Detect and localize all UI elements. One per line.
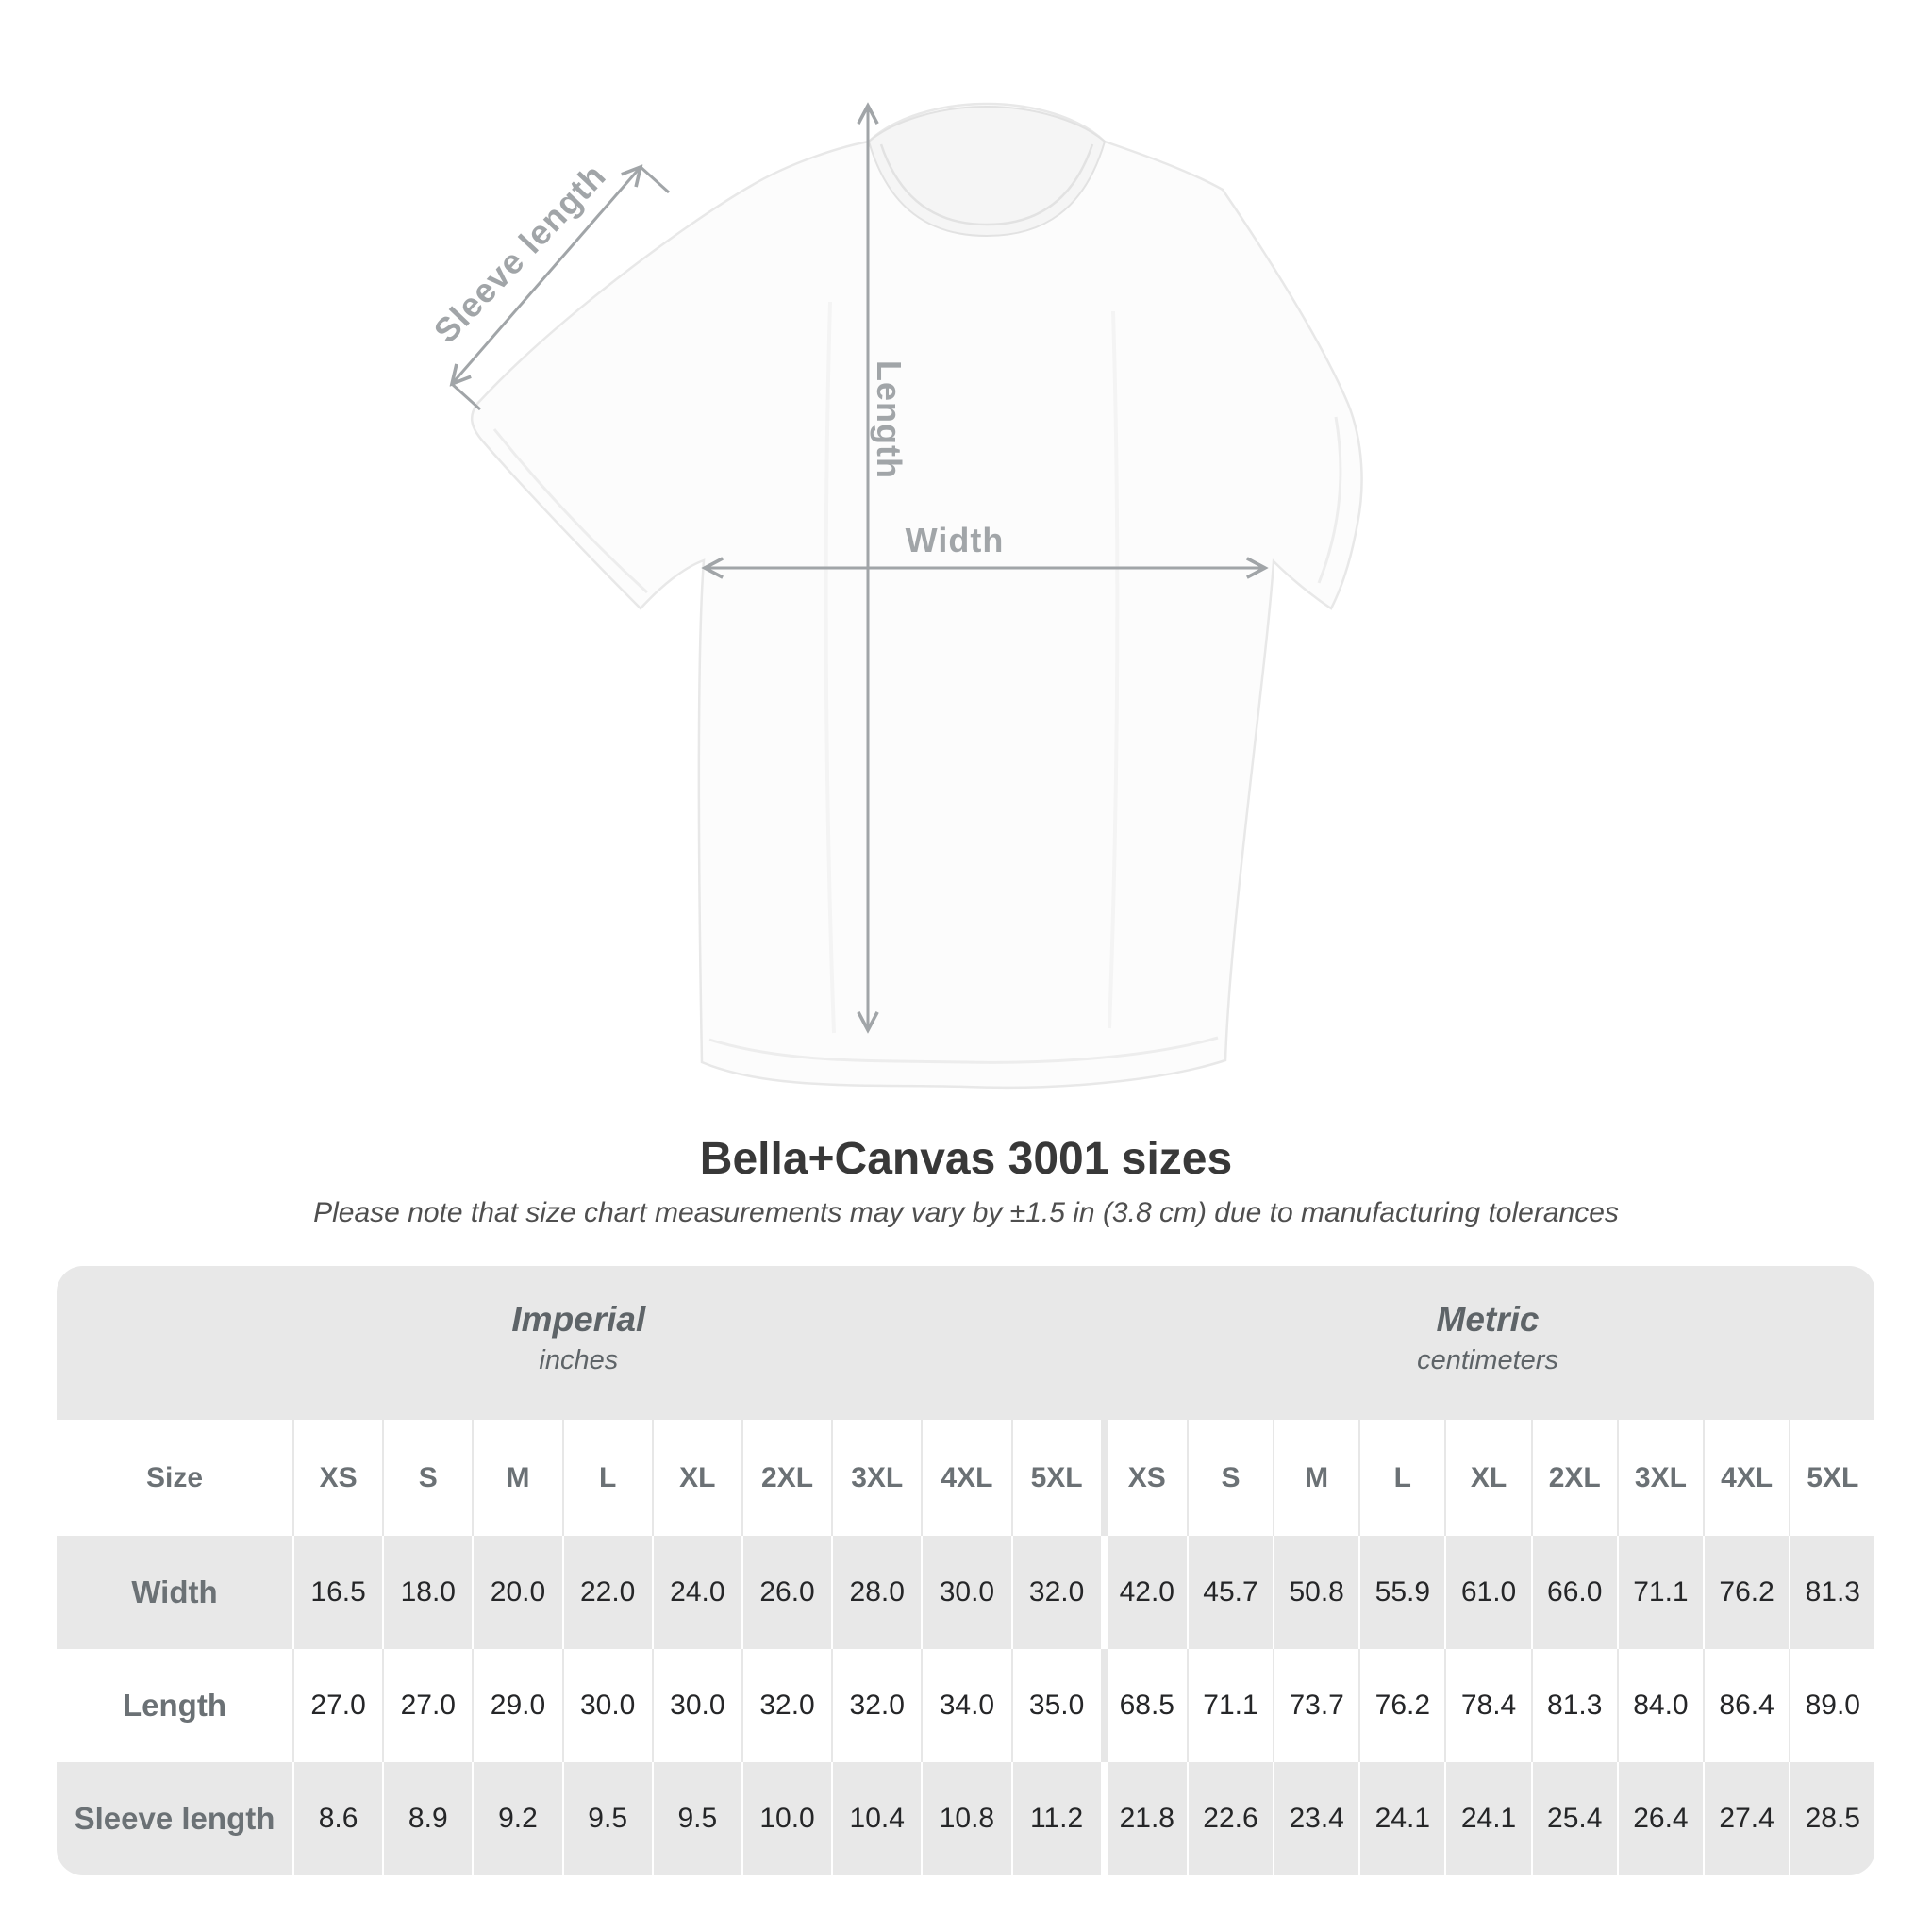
tolerance-note: Please note that size chart measurements may vary by ±1.5 in (3.8 cm) due to manufacturing tolerances — [313, 1197, 1619, 1228]
length-label: Length — [870, 360, 908, 479]
sleeve-imperial-m: 9.2 — [472, 1762, 561, 1875]
imperial-group-unit: inches — [539, 1345, 619, 1375]
tshirt-silhouette — [472, 104, 1361, 1088]
sleeve-imperial-3xl: 10.4 — [831, 1762, 921, 1875]
size-table — [57, 1266, 1875, 1875]
size-header-imperial-s: S — [382, 1420, 472, 1536]
width-metric-3xl: 71.1 — [1617, 1536, 1703, 1649]
size-header-imperial-4xl: 4XL — [921, 1420, 1010, 1536]
width-imperial-l: 22.0 — [562, 1536, 652, 1649]
sleeve-metric-4xl: 27.4 — [1703, 1762, 1789, 1875]
sleeve-metric-l: 24.1 — [1358, 1762, 1444, 1875]
width-metric-5xl: 81.3 — [1789, 1536, 1874, 1649]
length-metric-xs: 68.5 — [1101, 1649, 1187, 1762]
sleeve-metric-5xl: 28.5 — [1789, 1762, 1874, 1875]
width-imperial-2xl: 26.0 — [741, 1536, 831, 1649]
width-imperial-s: 18.0 — [382, 1536, 472, 1649]
size-header-imperial-xl: XL — [652, 1420, 741, 1536]
length-metric-l: 76.2 — [1358, 1649, 1444, 1762]
size-header-metric-2xl: 2XL — [1531, 1420, 1617, 1536]
tshirt-illustration — [472, 104, 1361, 1088]
length-metric-2xl: 81.3 — [1531, 1649, 1617, 1762]
size-header-metric-m: M — [1273, 1420, 1358, 1536]
size-header-metric-5xl: 5XL — [1789, 1420, 1874, 1536]
page-title: Bella+Canvas 3001 sizes — [699, 1134, 1233, 1184]
sleeve-metric-xs: 21.8 — [1101, 1762, 1187, 1875]
sleeve-arrow-tick-top — [641, 167, 669, 192]
sleeve-imperial-5xl: 11.2 — [1011, 1762, 1101, 1875]
metric-group-header — [1101, 1266, 1875, 1420]
length-imperial-m: 29.0 — [472, 1649, 561, 1762]
sleeve-imperial-4xl: 10.8 — [921, 1762, 1010, 1875]
metric-group-unit: centimeters — [1417, 1345, 1558, 1375]
length-imperial-5xl: 35.0 — [1011, 1649, 1101, 1762]
imperial-group-header — [57, 1266, 1101, 1420]
width-imperial-3xl: 28.0 — [831, 1536, 921, 1649]
length-imperial-xl: 30.0 — [652, 1649, 741, 1762]
size-header-imperial-l: L — [562, 1420, 652, 1536]
width-imperial-xl: 24.0 — [652, 1536, 741, 1649]
sleeve-metric-s: 22.6 — [1187, 1762, 1273, 1875]
size-header-metric-3xl: 3XL — [1617, 1420, 1703, 1536]
length-imperial-3xl: 32.0 — [831, 1649, 921, 1762]
row-label-sleeve-length: Sleeve length — [57, 1762, 292, 1875]
size-header-imperial-m: M — [472, 1420, 561, 1536]
length-metric-3xl: 84.0 — [1617, 1649, 1703, 1762]
imperial-group-title: Imperial — [511, 1300, 646, 1339]
length-metric-m: 73.7 — [1273, 1649, 1358, 1762]
metric-group-title: Metric — [1436, 1300, 1540, 1339]
length-imperial-l: 30.0 — [562, 1649, 652, 1762]
width-imperial-4xl: 30.0 — [921, 1536, 1010, 1649]
width-imperial-5xl: 32.0 — [1011, 1536, 1101, 1649]
size-header-metric-s: S — [1187, 1420, 1273, 1536]
width-metric-4xl: 76.2 — [1703, 1536, 1789, 1649]
sleeve-imperial-s: 8.9 — [382, 1762, 472, 1875]
size-header-imperial-3xl: 3XL — [831, 1420, 921, 1536]
sleeve-metric-3xl: 26.4 — [1617, 1762, 1703, 1875]
sleeve-imperial-l: 9.5 — [562, 1762, 652, 1875]
width-metric-m: 50.8 — [1273, 1536, 1358, 1649]
size-column-header: Size — [57, 1420, 292, 1536]
size-header-metric-xl: XL — [1444, 1420, 1530, 1536]
width-metric-s: 45.7 — [1187, 1536, 1273, 1649]
width-metric-xs: 42.0 — [1101, 1536, 1187, 1649]
length-imperial-xs: 27.0 — [292, 1649, 382, 1762]
row-label-width: Width — [57, 1536, 292, 1649]
sleeve-metric-2xl: 25.4 — [1531, 1762, 1617, 1875]
sleeve-length-label: Sleeve length — [425, 156, 614, 351]
width-metric-l: 55.9 — [1358, 1536, 1444, 1649]
sleeve-imperial-xl: 9.5 — [652, 1762, 741, 1875]
length-imperial-s: 27.0 — [382, 1649, 472, 1762]
size-header-imperial-2xl: 2XL — [741, 1420, 831, 1536]
sleeve-imperial-xs: 8.6 — [292, 1762, 382, 1875]
size-header-metric-xs: XS — [1101, 1420, 1187, 1536]
length-imperial-4xl: 34.0 — [921, 1649, 1010, 1762]
length-metric-5xl: 89.0 — [1789, 1649, 1874, 1762]
length-imperial-2xl: 32.0 — [741, 1649, 831, 1762]
row-label-length: Length — [57, 1649, 292, 1762]
sleeve-arrow-tick-bottom — [452, 384, 480, 409]
length-metric-4xl: 86.4 — [1703, 1649, 1789, 1762]
width-imperial-m: 20.0 — [472, 1536, 561, 1649]
size-header-imperial-xs: XS — [292, 1420, 382, 1536]
width-label: Width — [905, 521, 1005, 559]
sleeve-metric-m: 23.4 — [1273, 1762, 1358, 1875]
sleeve-metric-xl: 24.1 — [1444, 1762, 1530, 1875]
size-header-metric-l: L — [1358, 1420, 1444, 1536]
size-header-metric-4xl: 4XL — [1703, 1420, 1789, 1536]
length-metric-xl: 78.4 — [1444, 1649, 1530, 1762]
sleeve-imperial-2xl: 10.0 — [741, 1762, 831, 1875]
width-imperial-xs: 16.5 — [292, 1536, 382, 1649]
width-metric-xl: 61.0 — [1444, 1536, 1530, 1649]
length-metric-s: 71.1 — [1187, 1649, 1273, 1762]
size-header-imperial-5xl: 5XL — [1011, 1420, 1101, 1536]
width-metric-2xl: 66.0 — [1531, 1536, 1617, 1649]
